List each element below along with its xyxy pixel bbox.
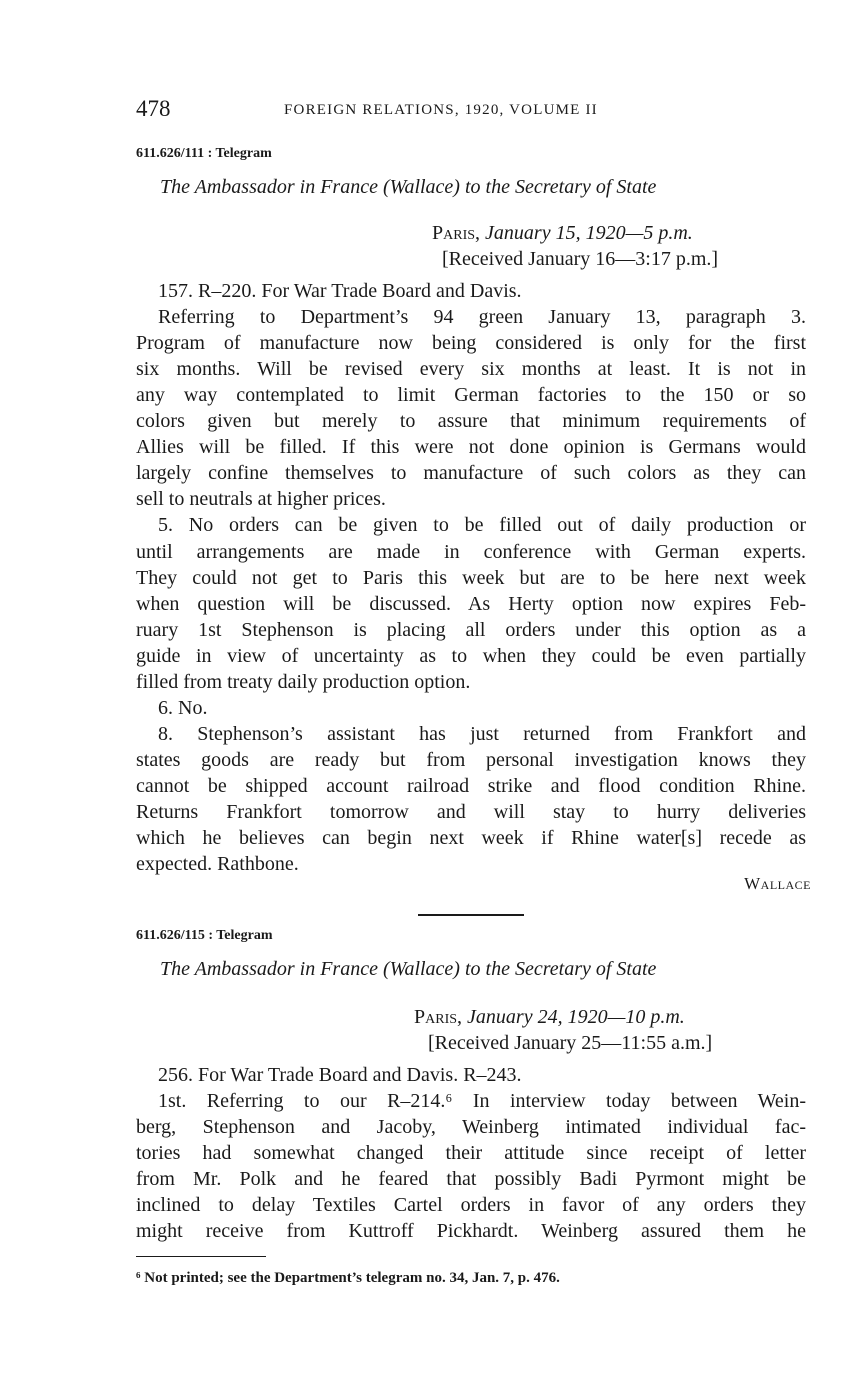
doc2-line: 256. For War Trade Board and Davis. R–243. [158,1064,522,1086]
page-number: 478 [136,96,171,121]
page-header [136,96,806,130]
doc1-file-ref: 611.626/111 : Telegram [136,146,272,161]
doc1-line: 5. No orders can be given to be filled out of daily production or [158,514,806,537]
doc1-dateline-place: Paris, [432,222,481,244]
doc1-line: when question will be discussed. As Herty option now expires Feb- [136,592,806,615]
doc2-dateline-date: January 24, 1920—10 p.m. [467,1006,685,1028]
doc1-line: which he believes can begin next week if Rhine water[s] recede as [136,827,806,850]
doc1-line: 8. Stephenson’s assistant has just returned from Frankfort and [158,722,806,745]
doc1-dateline [432,222,693,245]
doc1-line: filled from treaty daily production option. [136,670,471,693]
doc1-line: ruary 1st Stephenson is placing all orders under this option as a [136,618,806,641]
doc2-line: might receive from Kuttroff Pickhardt. Weinberg assured them he [136,1220,806,1242]
doc1-dateline-date: January 15, 1920—5 p.m. [485,222,693,244]
doc2-line: 1st. Referring to our R–214.⁶ In interview today between Wein- [158,1090,806,1112]
doc1-line: states goods are ready but from personal investigation knows they [136,748,806,771]
doc1-line: guide in view of uncertainty as to when they could be even partially [136,644,806,667]
doc2-dateline [414,1006,685,1029]
doc2-line: from Mr. Polk and he feared that possibly Badi Pyrmont might be [136,1168,806,1190]
footnote: ⁶ Not printed; see the Department’s telegram no. 34, Jan. 7, p. 476. [136,1270,560,1286]
doc1-line: expected. Rathbone. [136,853,299,876]
doc1-line: until arrangements are made in conference with German experts. [136,540,806,563]
doc1-line: six months. Will be revised every six months at least. It is not in [136,358,806,381]
doc1-line: Program of manufacture now being considered is only for the first [136,332,806,355]
doc2-line: berg, Stephenson and Jacoby, Weinberg intimated individual fac- [136,1116,806,1138]
doc1-line: They could not get to Paris this week but are to be here next week [136,566,806,589]
doc2-title: The Ambassador in France (Wallace) to the Secretary of State [160,958,657,980]
doc1-title: The Ambassador in France (Wallace) to the Secretary of State [160,176,657,198]
doc2-line: tories had somewhat changed their attitude since receipt of letter [136,1142,806,1164]
doc1-line: Allies will be filled. If this were not done opinion is Germans would [136,436,806,459]
doc1-line: 157. R–220. For War Trade Board and Davis. [158,280,522,302]
doc1-line: any way contemplated to limit German factories to the 150 or so [136,384,806,407]
section-divider [418,914,524,916]
running-head: FOREIGN RELATIONS, 1920, VOLUME II [284,102,598,118]
doc2-received: [Received January 25—11:55 a.m.] [428,1032,713,1054]
footnote-rule [136,1256,266,1257]
doc2-file-ref: 611.626/115 : Telegram [136,928,273,943]
doc1-line: Returns Frankfort tomorrow and will stay to hurry deliveries [136,801,806,823]
doc1-received: [Received January 16—3:17 p.m.] [442,248,719,270]
doc2-line: inclined to delay Textiles Cartel orders in favor of any orders they [136,1194,806,1216]
doc1-signature: Wallace [744,874,811,893]
doc1-line: sell to neutrals at higher prices. [136,488,386,511]
doc1-line: colors given but merely to assure that minimum requirements of [136,410,806,433]
doc2-dateline-place: Paris, [414,1006,463,1028]
doc1-line: Referring to Department’s 94 green January 13, paragraph 3. [158,306,806,329]
doc1-line: 6. No. [158,696,208,719]
doc1-line: cannot be shipped account railroad strike and flood condition Rhine. [136,774,806,797]
doc1-line: largely confine themselves to manufacture of such colors as they can [136,462,806,485]
